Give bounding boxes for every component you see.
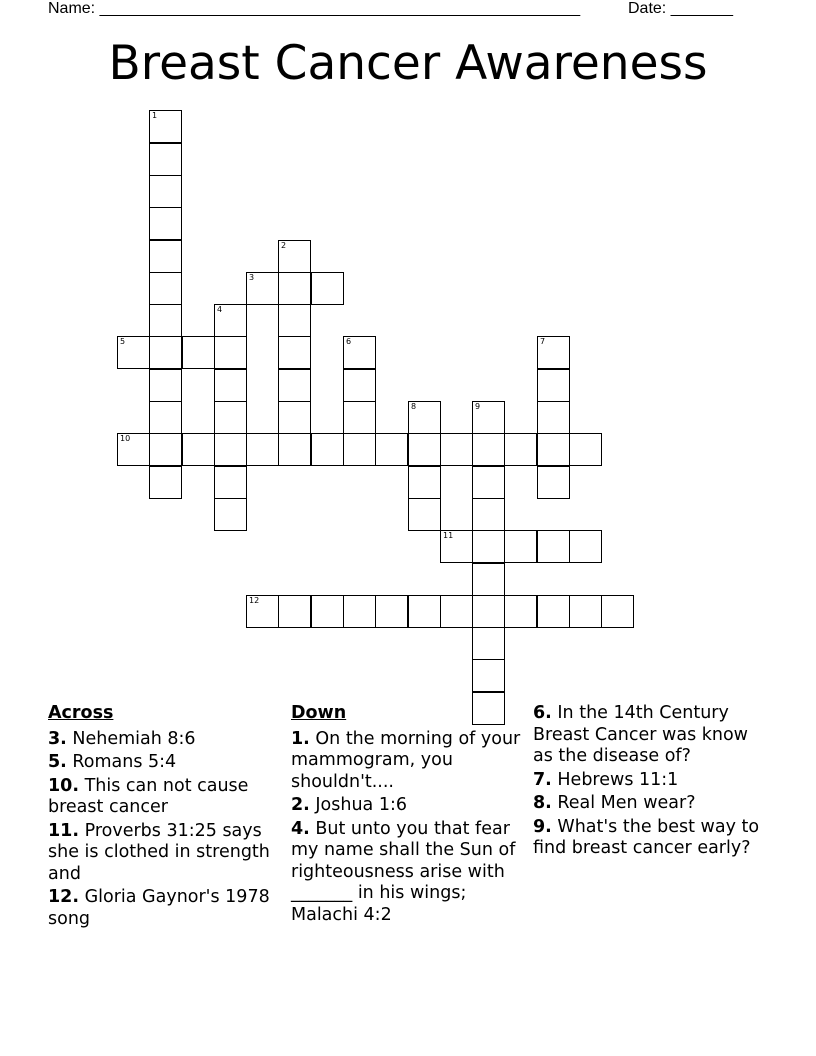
grid-cell[interactable] (375, 433, 408, 466)
grid-cell[interactable] (278, 433, 311, 466)
clue-item (291, 729, 526, 794)
grid-cell[interactable] (343, 336, 376, 369)
grid-cell[interactable] (311, 272, 344, 305)
grid-cell[interactable] (149, 466, 182, 499)
clue-text: Nehemiah 8:6 (66, 728, 196, 749)
grid-cell[interactable] (214, 369, 247, 402)
clue-text: Gloria Gaynor's 1978 song (48, 887, 270, 929)
grid-cell[interactable] (149, 433, 182, 466)
clue-num: 1. (291, 728, 310, 749)
grid-cell[interactable] (504, 433, 537, 466)
grid-cell[interactable] (569, 595, 602, 628)
grid-cell[interactable] (440, 595, 473, 628)
grid-cell[interactable] (504, 595, 537, 628)
grid-cell[interactable] (278, 401, 311, 434)
clue-item (291, 819, 526, 927)
grid-cell[interactable] (375, 595, 408, 628)
grid-cell[interactable] (149, 110, 182, 143)
grid-cell[interactable] (149, 175, 182, 208)
grid-cell[interactable] (343, 433, 376, 466)
clue-number: 3 (249, 273, 255, 282)
grid-cell[interactable] (408, 595, 441, 628)
grid-cell[interactable] (472, 530, 505, 563)
grid-cell[interactable] (246, 433, 279, 466)
grid-cell[interactable] (182, 433, 215, 466)
clue-text: Joshua 1:6 (309, 795, 408, 815)
clue-text: In the 14th Century Breast Cancer was know as the disease of? (533, 703, 748, 766)
grid-cell[interactable] (246, 595, 279, 628)
grid-cell[interactable] (149, 369, 182, 402)
clue-item (48, 821, 278, 886)
grid-cell[interactable] (343, 369, 376, 402)
grid-cell[interactable] (278, 369, 311, 402)
clue-number: 11 (443, 531, 454, 540)
clue-num: 5. (48, 752, 67, 772)
clue-num: 2. (291, 795, 310, 815)
date-field: Date: _______ (628, 0, 733, 17)
clue-number: 10 (120, 434, 131, 443)
grid-cell[interactable] (408, 401, 441, 434)
grid-cell[interactable] (472, 563, 505, 596)
clue-item (48, 752, 278, 774)
grid-cell[interactable] (569, 530, 602, 563)
clue-number: 5 (120, 337, 126, 346)
across-heading: Across (48, 703, 114, 723)
grid-cell[interactable] (408, 466, 441, 499)
grid-cell[interactable] (149, 240, 182, 273)
grid-cell[interactable] (472, 433, 505, 466)
grid-cell[interactable] (278, 240, 311, 273)
grid-cell[interactable] (214, 433, 247, 466)
clue-text: Romans 5:4 (66, 752, 177, 772)
clue-number: 6 (346, 337, 352, 346)
grid-cell[interactable] (278, 595, 311, 628)
grid-cell[interactable] (311, 595, 344, 628)
grid-cell[interactable] (278, 272, 311, 305)
clue-text: On the morning of your mammogram, you shouldn't.... (291, 728, 521, 792)
grid-cell[interactable] (537, 595, 570, 628)
grid-cell[interactable] (214, 304, 247, 337)
grid-cell[interactable] (537, 466, 570, 499)
grid-cell[interactable] (440, 530, 473, 563)
clue-text: But unto you that fear my name shall the Sun of righteousness arise with _______ in his wings; Malachi 4:2 (291, 818, 516, 925)
clue-num: 6. (533, 703, 552, 723)
clue-num: 9. (533, 816, 552, 837)
clue-num: 12. (48, 887, 80, 907)
clue-number: 7 (540, 337, 546, 346)
clue-item (48, 887, 278, 930)
clue-number: 12 (249, 596, 260, 605)
grid-cell[interactable] (149, 336, 182, 369)
grid-cell[interactable] (214, 466, 247, 499)
name-field: Name: ______________________________________________________ (48, 0, 581, 17)
grid-cell[interactable] (343, 595, 376, 628)
grid-cell[interactable] (214, 336, 247, 369)
grid-cell[interactable] (504, 530, 537, 563)
clue-text: Hebrews 11:1 (551, 769, 679, 790)
grid-cell[interactable] (117, 336, 150, 369)
grid-cell[interactable] (472, 659, 505, 692)
down-clues-continued (533, 703, 768, 862)
grid-cell[interactable] (408, 498, 441, 531)
page-title: Breast Cancer Awareness (108, 36, 708, 91)
clue-number: 2 (281, 241, 287, 250)
clue-num: 11. (48, 820, 80, 841)
grid-cell[interactable] (472, 401, 505, 434)
grid-cell[interactable] (569, 433, 602, 466)
grid-cell[interactable] (537, 433, 570, 466)
clue-number: 1 (152, 111, 158, 120)
clue-text: Proverbs 31:25 says she is clothed in strength and (48, 820, 270, 884)
grid-cell[interactable] (117, 433, 150, 466)
grid-cell[interactable] (149, 143, 182, 176)
clue-num: 7. (533, 769, 552, 790)
grid-cell[interactable] (537, 369, 570, 402)
down-heading: Down (291, 703, 347, 723)
grid-cell[interactable] (149, 207, 182, 240)
clue-text: Real Men wear? (551, 793, 696, 813)
clue-number: 9 (475, 402, 481, 411)
clue-item (48, 776, 278, 819)
clue-item (533, 770, 768, 792)
grid-cell[interactable] (149, 304, 182, 337)
grid-cell[interactable] (440, 433, 473, 466)
grid-cell[interactable] (343, 401, 376, 434)
grid-cell[interactable] (601, 595, 634, 628)
clue-item (533, 703, 768, 768)
clue-number: 8 (411, 402, 417, 411)
grid-cell[interactable] (537, 336, 570, 369)
grid-cell[interactable] (278, 304, 311, 337)
clue-item (291, 795, 526, 817)
grid-cell[interactable] (537, 530, 570, 563)
clue-item (48, 729, 278, 751)
grid-cell[interactable] (278, 336, 311, 369)
grid-cell[interactable] (472, 595, 505, 628)
grid-cell[interactable] (408, 433, 441, 466)
clue-text: This can not cause breast cancer (48, 775, 249, 817)
grid-cell[interactable] (537, 401, 570, 434)
grid-cell[interactable] (311, 433, 344, 466)
grid-cell[interactable] (472, 498, 505, 531)
clue-item (533, 793, 768, 815)
clue-num: 10. (48, 775, 80, 796)
grid-cell[interactable] (182, 336, 215, 369)
across-clues (48, 703, 278, 932)
clue-num: 4. (291, 818, 310, 839)
grid-cell[interactable] (214, 401, 247, 434)
grid-cell[interactable] (149, 272, 182, 305)
clue-text: What's the best way to find breast cancer early? (533, 816, 760, 858)
grid-cell[interactable] (214, 498, 247, 531)
grid-cell[interactable] (149, 401, 182, 434)
grid-cell[interactable] (472, 627, 505, 660)
clue-number: 4 (217, 305, 223, 314)
grid-cell[interactable] (472, 466, 505, 499)
clue-num: 3. (48, 728, 67, 749)
clue-item (533, 817, 768, 860)
clue-num: 8. (533, 793, 552, 813)
down-clues (291, 703, 526, 928)
grid-cell[interactable] (246, 272, 279, 305)
